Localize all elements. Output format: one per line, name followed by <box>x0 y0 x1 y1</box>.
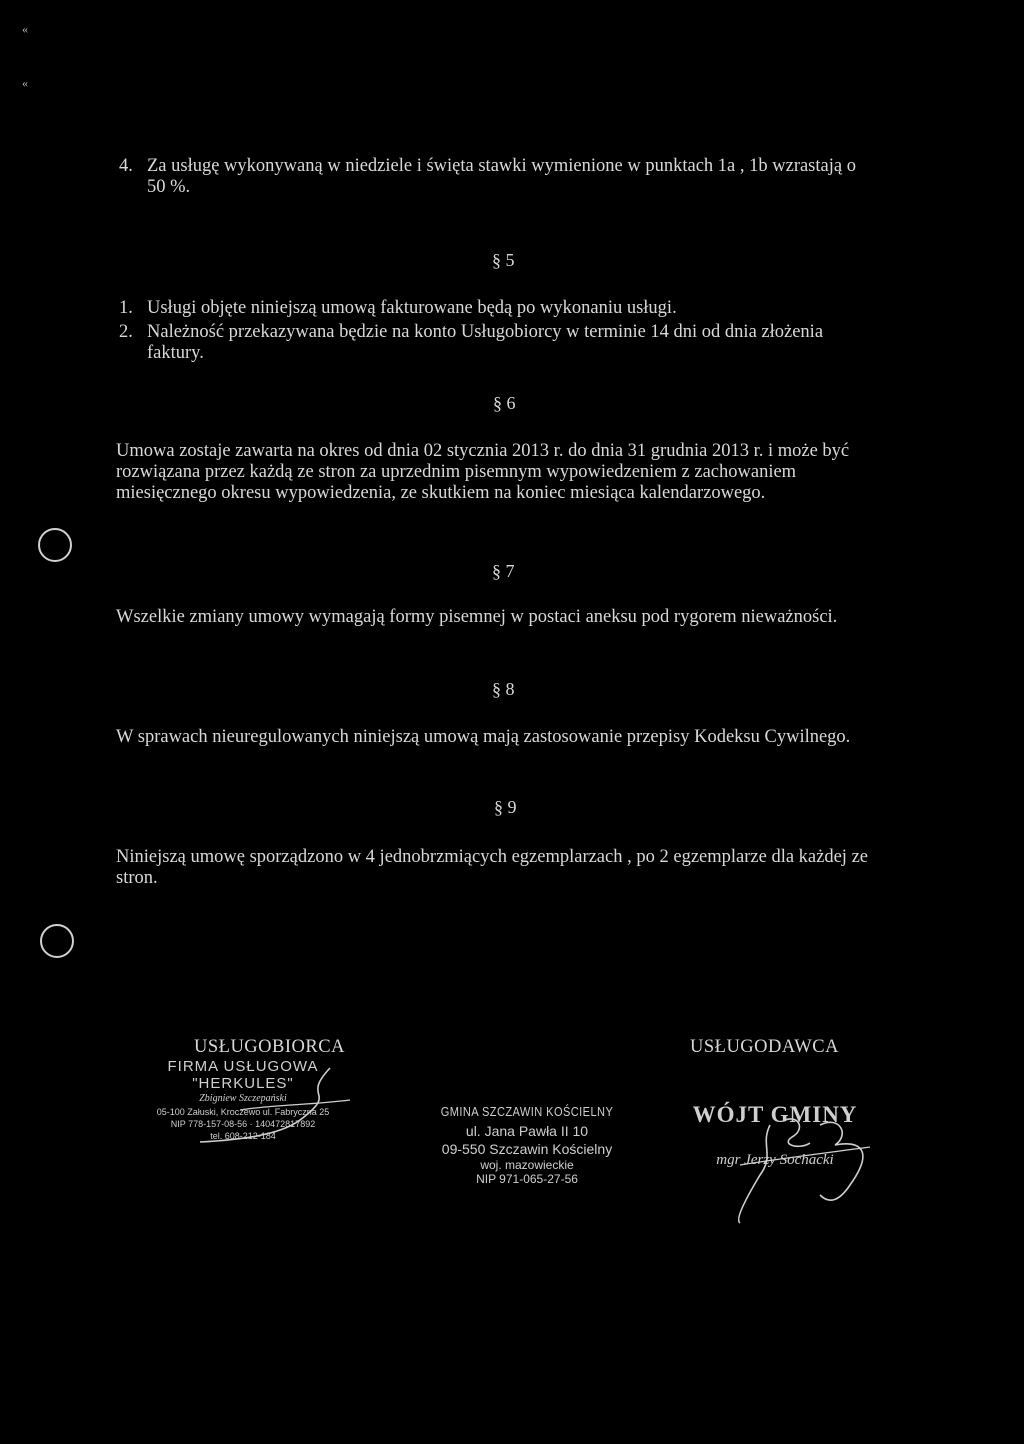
paragraph: Niniejszą umowę sporządzono w 4 jednobrzmiących egzemplarzach , po 2 egzemplarze dla każdej ze stron. <box>116 847 868 888</box>
list-item <box>119 298 877 319</box>
stamp-line: NIP 778-157-08-56 · 140472817892 <box>170 1119 316 1129</box>
stamp-line: 05-100 Załuski, Kroczewo ul. Fabryczna 25 <box>156 1107 330 1117</box>
item-text: Za usługę wykonywaną w niedziele i święta stawki wymienione w punktach 1a , 1b wzrastają o 50 %. <box>147 156 856 197</box>
punch-hole <box>40 924 74 958</box>
item-text: Usługi objęte niniejszą umową fakturowane będą po wykonaniu usługi. <box>147 298 677 318</box>
stamp-name: mgr Jerzy Sochacki <box>716 1152 834 1168</box>
stamp-title: WÓJT GMINY <box>692 1102 858 1127</box>
paragraph: Wszelkie zmiany umowy wymagają formy pisemnej w postaci aneksu pod rygorem nieważności. <box>116 607 838 627</box>
stamp-line: ul. Jana Pawła II 10 <box>465 1123 589 1139</box>
scan-mark: « <box>22 22 28 36</box>
contractor-heading: USŁUGODAWCA <box>690 1037 839 1057</box>
section-heading: § 9 <box>494 797 517 817</box>
stamp-line: FIRMA USŁUGOWA <box>167 1058 319 1075</box>
client-signature <box>180 1060 360 1150</box>
section-heading: § 8 <box>492 679 515 699</box>
client-heading: USŁUGOBIORCA <box>194 1037 345 1057</box>
item-number: 2. <box>119 322 133 342</box>
paragraph: Umowa zostaje zawarta na okres od dnia 02 stycznia 2013 r. do dnia 31 grudnia 2013 r. i może być rozwiązana przez każdą ze stron za uprzednim pisemnym wypowiedzeniem z zachowaniem miesięcznego okresu wypowiedzenia, ze skutkiem na koniec miesiąca kalendarzowego. <box>116 441 850 503</box>
scan-mark: « <box>22 76 28 90</box>
stamp-line: GMINA SZCZAWIN KOŚCIELNY <box>440 1104 614 1119</box>
municipality-stamp <box>402 1102 652 1186</box>
stamp-line: tel. 608-212-184 <box>210 1131 276 1141</box>
paragraph: W sprawach nieuregulowanych niniejszą umową mają zastosowanie przepisy Kodeksu Cywilnego. <box>116 727 851 747</box>
stamp-line: woj. mazowieckie <box>480 1158 574 1172</box>
section-heading: § 7 <box>492 561 515 581</box>
item-text: Należność przekazywana będzie na konto Usługobiorcy w terminie 14 dni od dnia złożenia faktury. <box>147 322 824 363</box>
list-item <box>119 322 877 364</box>
mayor-signature <box>700 1105 890 1225</box>
stamp-line: Zbigniew Szczepański <box>199 1093 287 1104</box>
section-heading: § 6 <box>493 393 516 413</box>
item-number: 1. <box>119 298 133 318</box>
punch-hole <box>38 528 72 562</box>
section-heading: § 5 <box>492 250 515 270</box>
list-item <box>119 156 877 198</box>
stamp-line: 09-550 Szczawin Kościelny <box>441 1141 613 1157</box>
stamp-line: NIP 971-065-27-56 <box>476 1172 578 1186</box>
stamp-line: "HERKULES" <box>192 1075 294 1092</box>
item-number: 4. <box>119 156 133 176</box>
